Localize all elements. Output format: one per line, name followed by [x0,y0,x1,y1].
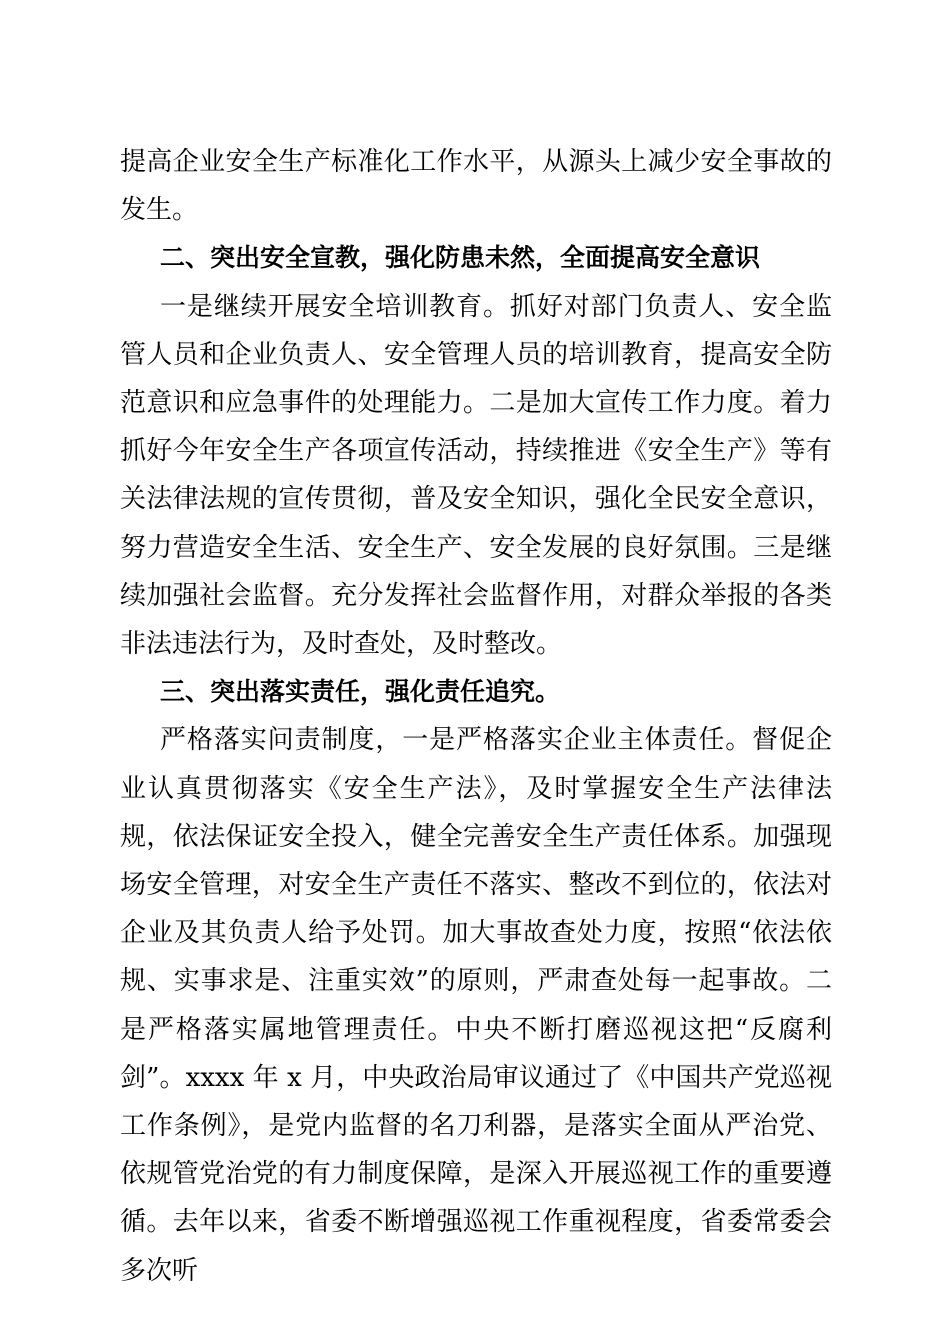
section-heading-2: 二、突出安全宣教，强化防患未然，全面提高安全意识 [160,243,761,273]
paragraph-accountability: 严格落实问责制度，一是严格落实企业主体责任。督促企业认真贯彻落实《安全生产法》，及时掌握安全生产法律法规，依法保证安全投入，健全完善安全生产责任体系。加强现场安全管理，对安全生产责任不落实、整改不到位的，依法对企业及其负责人给予处罚。加大事故查处力度，按照“依法依规、实事求是、注重实效”的原则，严肃查处每一起事故。二是严格落实属地管理责任。中央不断打磨巡视这把“反腐利剑”。xxxx 年 x 月，中央政治局审议通过了《中国共产党巡视工作条例》，是党内监督的名刀利器，是落实全面从严治党、依规管党治党的有力制度保障，是深入开展巡视工作的重要遵循。去年以来，省委不断增强巡视工作重视程度，省委常委会多次听 [120,725,832,1286]
section-heading-3: 三、突出落实责任，强化责任追究。 [160,677,561,707]
document-body [120,138,832,1295]
paragraph-continuation: 提高企业安全生产标准化工作水平，从源头上减少安全事故的发生。 [120,147,832,226]
paragraph-training: 一是继续开展安全培训教育。抓好对部门负责人、安全监管人员和企业负责人、安全管理人员的培训教育，提高安全防范意识和应急事件的处理能力。二是加大宣传工作力度。着力抓好今年安全生产各项宣传活动，持续推进《安全生产》等有关法律法规的宣传贯彻，普及安全知识，强化全民安全意识，努力营造安全生活、安全生产、安全发展的良好氛围。三是继续加强社会监督。充分发挥社会监督作用，对群众举报的各类非法违法行为，及时查处，及时整改。 [120,291,832,660]
